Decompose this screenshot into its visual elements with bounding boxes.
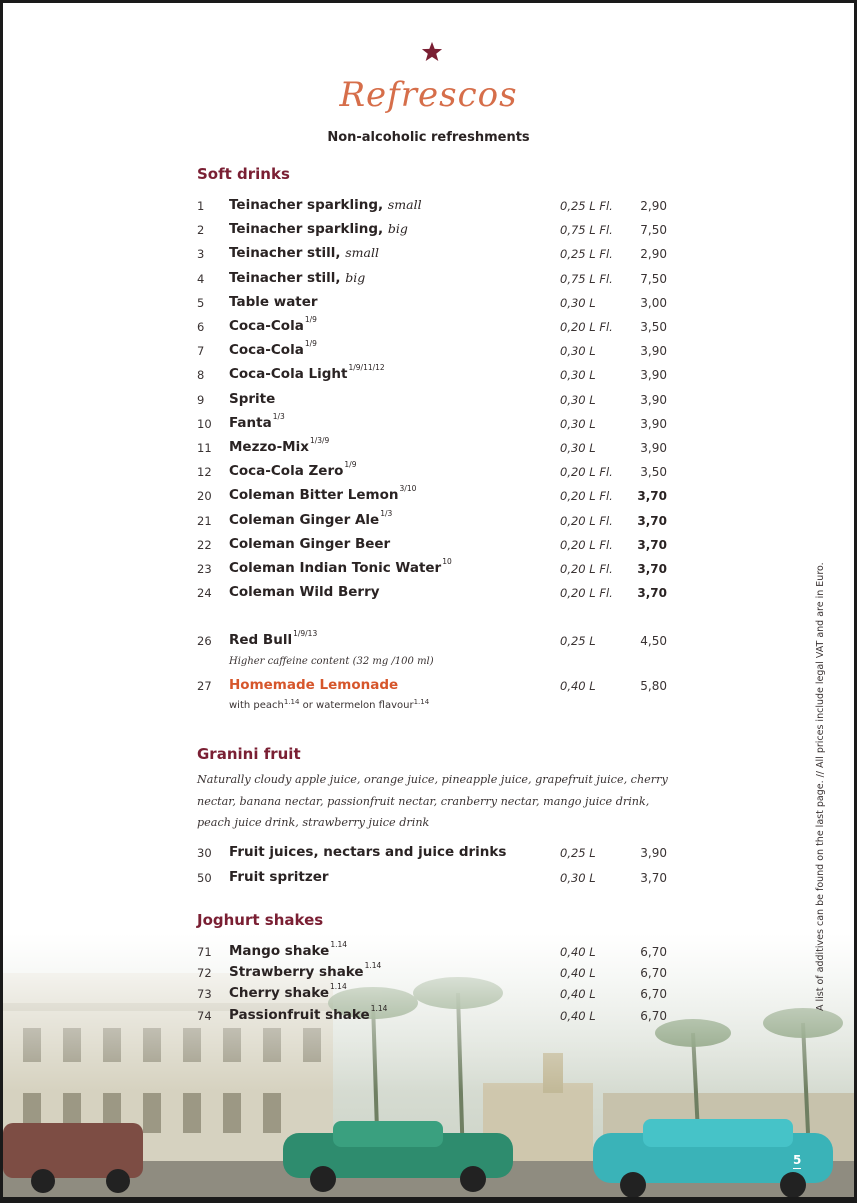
- item-price: 3,90: [640, 368, 667, 383]
- item-volume: 0,20 L Fl.: [560, 465, 613, 480]
- item-volume: 0,40 L: [560, 1008, 596, 1023]
- item-additives: 1/9/11/12: [348, 363, 385, 373]
- item-additives: 1/3: [272, 411, 285, 421]
- item-number: 4: [197, 271, 205, 286]
- menu-item-1: [197, 196, 667, 218]
- item-number: 30: [197, 846, 212, 860]
- item-volume: 0,20 L Fl.: [560, 537, 613, 552]
- menu-item-8: [197, 365, 667, 387]
- item-price: 3,90: [640, 416, 667, 431]
- item-volume: 0,30 L: [560, 368, 596, 383]
- menu-item-6: [197, 317, 667, 339]
- item-volume: 0,20 L Fl.: [560, 320, 613, 334]
- item-volume: 0,40 L: [560, 679, 596, 693]
- item-price: 3,70: [637, 513, 667, 528]
- menu-item-24: [197, 583, 667, 605]
- item-volume: 0,30 L: [560, 441, 596, 455]
- item-number: 5: [197, 295, 205, 310]
- item-additives: 1.14: [364, 961, 382, 971]
- granini-description: Naturally cloudy apple juice, orange juice, pineapple juice, grapefruit juice, cherry nectar, banana nectar, passionfruit nectar, cranberry nectar, mango juice drink, peach juice drink, strawberry juice drink: [197, 773, 668, 829]
- item-volume: 0,25 L Fl.: [560, 247, 613, 262]
- lemonade-note: with peach$^{1.14}$ or watermelon flavour$^{1.14}$: [229, 698, 430, 711]
- page-subtitle: Non-alcoholic refreshments: [327, 130, 530, 145]
- item-number: 1: [197, 199, 205, 213]
- item-price: 3,90: [640, 441, 667, 455]
- item-price: 3,90: [640, 344, 667, 359]
- item-name: Fruit spritzer: [229, 868, 329, 885]
- item-price: 3,70: [637, 586, 667, 601]
- item-volume: 0,20 L Fl.: [560, 562, 613, 576]
- item-additives: 1/3: [380, 508, 393, 518]
- item-volume: 0,30 L: [560, 344, 596, 359]
- item-price: 3,50: [640, 465, 667, 480]
- item-number: 8: [197, 368, 205, 383]
- item-price: 5,80: [640, 679, 667, 693]
- item-additives: 1/3/9: [309, 436, 330, 445]
- item-name: Teinacher sparkling, small: [229, 197, 422, 213]
- item-additives: 1/9: [304, 339, 317, 349]
- item-number: 26: [197, 634, 212, 648]
- menu-item-27: [197, 676, 667, 698]
- item-name: Mezzo-Mix$^{1/3/9}$: [229, 436, 330, 455]
- item-additives: 1/9: [304, 315, 317, 324]
- item-number: 2: [197, 223, 205, 238]
- item-number: 73: [197, 987, 212, 1002]
- item-number: 50: [197, 870, 212, 885]
- menu-item-73: [197, 984, 667, 1006]
- item-name: Coleman Wild Berry: [229, 584, 380, 601]
- item-price: 3,70: [637, 562, 667, 576]
- item-additives: 3/10: [399, 484, 417, 494]
- section-heading-soft-drinks: Soft drinks: [197, 165, 290, 183]
- item-price: 6,70: [640, 1008, 667, 1023]
- menu-item-11: [197, 438, 667, 460]
- item-volume: 0,75 L Fl.: [560, 271, 613, 286]
- item-number: 71: [197, 945, 212, 959]
- red-bull-note: Higher caffeine content (32 mg /100 ml): [229, 656, 434, 667]
- item-price: 3,90: [640, 392, 667, 407]
- item-name: Red Bull$^{1/9/13}$: [229, 629, 318, 648]
- item-name: Coleman Ginger Ale$^{1/3}$: [229, 508, 393, 528]
- item-name: Sprite: [229, 390, 276, 407]
- item-volume: 0,40 L: [560, 966, 596, 981]
- item-additives: 1.14: [370, 1003, 388, 1013]
- item-name: Coca-Cola Light$^{1/9/11/12}$: [229, 363, 385, 383]
- item-additives: 1.14: [330, 982, 347, 992]
- item-volume: 0,25 L Fl.: [560, 199, 613, 213]
- item-additives: 1/9/13: [293, 629, 318, 638]
- menu-item-71: [197, 942, 667, 964]
- star-icon: [421, 41, 443, 63]
- item-price: 6,70: [640, 945, 667, 959]
- item-volume: 0,25 L: [560, 634, 596, 648]
- item-number: 6: [197, 320, 205, 334]
- item-number: 11: [197, 441, 212, 455]
- item-price: 2,90: [640, 247, 667, 262]
- item-volume: 0,20 L Fl.: [560, 489, 613, 504]
- item-name: Mango shake$^{1.14}$: [229, 940, 348, 959]
- item-name: Coca-Cola$^{1/9}$: [229, 339, 317, 359]
- item-name: Table water: [229, 293, 318, 310]
- item-price: 6,70: [640, 966, 667, 981]
- item-number: 27: [197, 679, 212, 693]
- item-additives: 1.14: [330, 940, 348, 949]
- item-number: 23: [197, 562, 212, 576]
- item-name: Coca-Cola Zero$^{1/9}$: [229, 460, 357, 480]
- item-price: 7,50: [640, 223, 667, 238]
- menu-item-23: [197, 559, 667, 581]
- item-name: Fanta$^{1/3}$: [229, 411, 285, 431]
- page-title: Refrescos: [339, 75, 518, 115]
- item-number: 9: [197, 392, 205, 407]
- item-name: Strawberry shake$^{1.14}$: [229, 961, 382, 981]
- item-price: 3,50: [640, 320, 667, 334]
- menu-item-2: [197, 220, 667, 242]
- item-volume: 0,40 L: [560, 987, 596, 1002]
- menu-item-7: [197, 341, 667, 363]
- additives-vat-note: A list of additives can be found on the last page. // All prices include legal VAT and are in Euro.: [815, 562, 826, 1011]
- item-name: Fruit juices, nectars and juice drinks: [229, 844, 507, 860]
- item-name: Homemade Lemonade: [229, 677, 399, 693]
- item-price: 3,00: [640, 295, 667, 310]
- page-number: 5: [793, 1153, 802, 1167]
- menu-item-10: [197, 411, 667, 436]
- menu-item-12: [197, 462, 667, 484]
- item-price: 3,70: [637, 537, 667, 552]
- item-volume: 0,75 L Fl.: [560, 223, 613, 238]
- item-price: 3,70: [640, 870, 667, 885]
- item-additives: 10: [442, 557, 452, 566]
- item-name: Coleman Ginger Beer: [229, 535, 391, 552]
- menu-item-4: [197, 269, 667, 291]
- menu-item-30: [197, 843, 667, 865]
- item-price: 2,90: [640, 199, 667, 213]
- item-name: Teinacher sparkling, big: [229, 221, 408, 238]
- item-number: 12: [197, 465, 212, 480]
- menu-item-21: [197, 508, 667, 533]
- menu-item-9: [197, 390, 667, 412]
- item-number: 20: [197, 489, 212, 504]
- item-name: Teinacher still, big: [229, 269, 366, 286]
- section-heading-granini: Granini fruit: [197, 745, 301, 763]
- menu-item-20: [197, 486, 667, 508]
- item-name: Cherry shake$^{1.14}$: [229, 982, 347, 1002]
- item-price: 4,50: [640, 634, 667, 648]
- item-volume: 0,20 L Fl.: [560, 586, 613, 601]
- item-price: 6,70: [640, 987, 667, 1002]
- item-volume: 0,30 L: [560, 295, 596, 310]
- item-number: 72: [197, 966, 212, 981]
- item-number: 10: [197, 416, 212, 431]
- item-volume: 0,30 L: [560, 392, 596, 407]
- menu-item-22: [197, 535, 667, 557]
- item-name: Coleman Bitter Lemon$^{3/10}$: [229, 484, 417, 504]
- item-volume: 0,30 L: [560, 870, 596, 885]
- item-volume: 0,40 L: [560, 945, 596, 959]
- item-number: 22: [197, 537, 212, 552]
- item-name: Coleman Indian Tonic Water$^{10}$: [229, 557, 452, 576]
- item-number: 24: [197, 586, 212, 601]
- item-volume: 0,25 L: [560, 846, 596, 860]
- menu-item-50: [197, 868, 667, 890]
- section-heading-shakes: Joghurt shakes: [197, 911, 324, 929]
- item-price: 3,70: [637, 489, 667, 504]
- item-number: 7: [197, 344, 205, 359]
- menu-page: [3, 3, 854, 1197]
- item-name: Passionfruit shake$^{1.14}$: [229, 1003, 388, 1023]
- item-volume: 0,30 L: [560, 416, 596, 431]
- item-number: 74: [197, 1008, 212, 1023]
- item-price: 7,50: [640, 271, 667, 286]
- item-number: 3: [197, 247, 205, 262]
- menu-item-26: [197, 631, 667, 653]
- item-price: 3,90: [640, 846, 667, 860]
- item-name: Coca-Cola$^{1/9}$: [229, 315, 317, 334]
- menu-item-74: [197, 1003, 667, 1028]
- item-volume: 0,20 L Fl.: [560, 513, 613, 528]
- item-name: Teinacher still, small: [229, 245, 379, 262]
- menu-item-3: [197, 244, 667, 266]
- menu-item-5: [197, 293, 667, 315]
- menu-item-72: [197, 963, 667, 985]
- item-additives: 1/9: [344, 460, 357, 470]
- item-number: 21: [197, 513, 212, 528]
